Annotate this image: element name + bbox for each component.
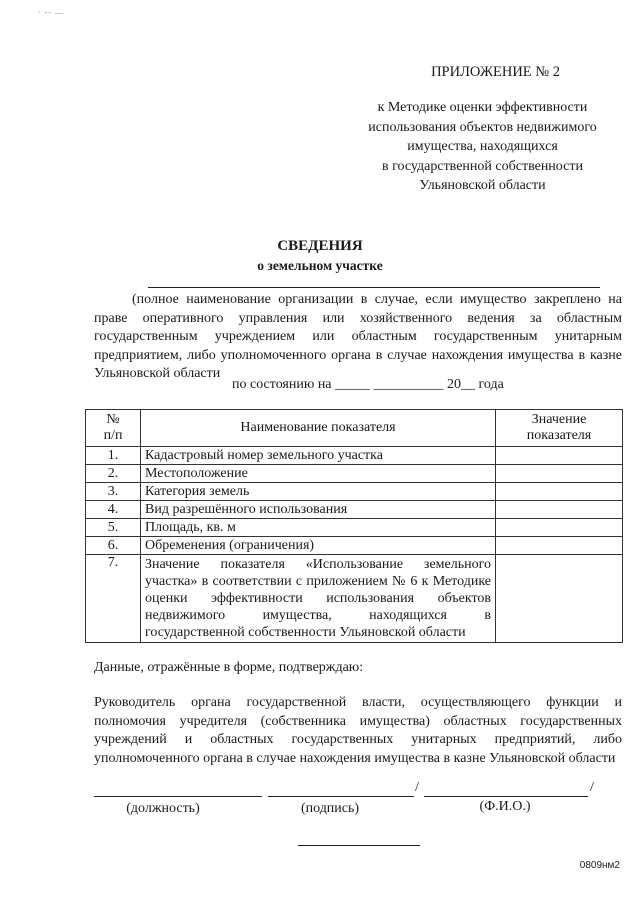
table-header-row [86,410,623,447]
row-num: 5. [86,519,141,537]
organization-name-line [148,287,600,288]
table-row [86,483,623,501]
slash-right: / [590,780,594,795]
row-name: Категория земель [141,483,496,501]
row-num: 7. [86,555,141,643]
row-num: 3. [86,483,141,501]
row-name: Обременения (ограничения) [141,537,496,555]
row-num: 6. [86,537,141,555]
corner-mark: · -- ― [38,8,64,17]
as-of-date: по состоянию на _____ __________ 20__ года [232,377,504,392]
row-name: Вид разрешённого использования [141,501,496,519]
table-row [86,447,623,465]
signature-line [268,796,414,797]
row-name: Площадь, кв. м [141,519,496,537]
row-value [496,465,623,483]
row-value [496,447,623,465]
date-line [298,845,420,846]
fio-line [424,796,588,797]
methodology-line: имущества, находящихся [407,139,558,154]
table-row [86,465,623,483]
appendix-title: ПРИЛОЖЕНИЕ № 2 [431,64,560,80]
methodology-reference [340,98,625,196]
row-value [496,537,623,555]
row-name: Значение показателя «Использование земельного участка» в соответствии с приложением № 6 к Методике оценки эффективности использования объектов недвижимого имущества, находящихся в государственной собственности Ульяновской области [141,555,496,643]
header-num: № п/п [86,410,141,447]
table-row [86,501,623,519]
methodology-line: Ульяновской области [419,178,546,193]
row-name: Кадастровый номер земельного участка [141,447,496,465]
header-value: Значение показателя [496,410,623,447]
header-name: Наименование показателя [141,410,496,447]
table-row [86,537,623,555]
table-row [86,519,623,537]
organization-hint: (полное наименование организации в случае, если имущество закреплено на праве оперативного управления или хозяйственного ведения за областным государственным учреждением или областным государственным унитарным предприятием, либо уполномоченного органа в случае нахождения имущества в казне Ульяновской области [94,292,622,381]
row-num: 2. [86,465,141,483]
signature-label: (подпись) [300,801,360,816]
row-num: 1. [86,447,141,465]
methodology-line: использования объектов недвижимого [368,119,597,135]
row-name: Местоположение [141,465,496,483]
position-label: (должность) [126,801,200,816]
position-line [94,796,262,797]
methodology-line: к Методике оценки эффективности [377,100,588,115]
document-title: СВЕДЕНИЯ [277,238,363,254]
slash-left: / [415,780,419,795]
row-value [496,483,623,501]
row-num: 4. [86,501,141,519]
row-value [496,555,623,643]
row-value [496,501,623,519]
indicators-table [85,409,623,643]
confirmation-text: Данные, отражённые в форме, подтверждаю: [94,660,364,675]
fio-label: (Ф.И.О.) [479,799,531,814]
table-row [86,555,623,643]
document-code: 0809нм2 [579,860,620,871]
head-authority-text: Руководитель органа государственной власти, осуществляющего функции и полномочия учредителя (собственника имущества) областных государственных учреждений и областных государственных унитарных предприятий, либо уполномоченного органа в случае нахождения имущества в казне Ульяновской области [94,695,622,766]
row-value [496,519,623,537]
methodology-line: в государственной собственности [382,158,583,174]
document-subtitle: о земельном участке [257,258,383,273]
